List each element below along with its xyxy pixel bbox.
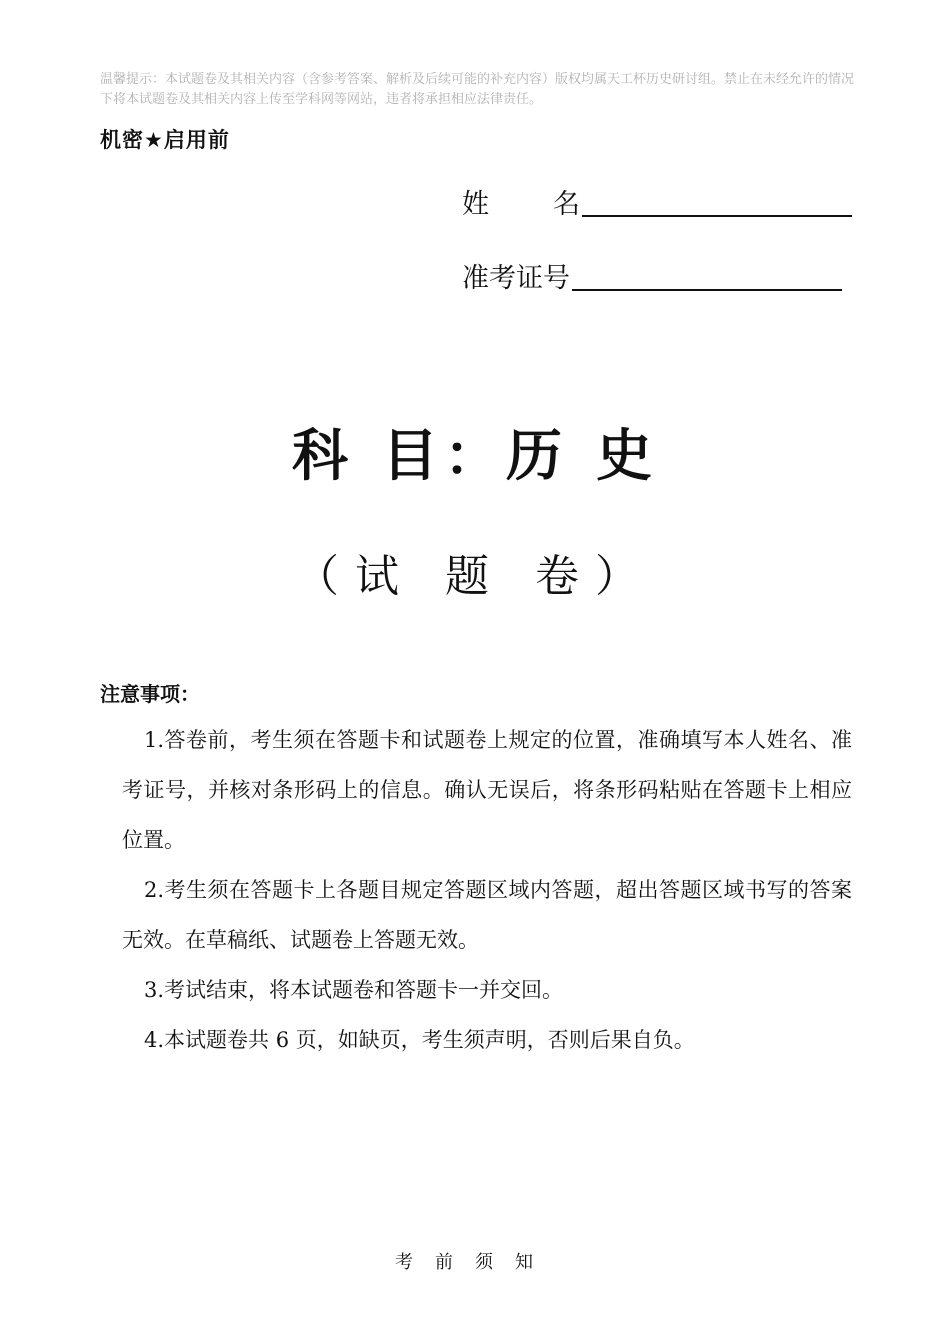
subject-prefix-char-2: 目： — [382, 424, 506, 489]
notes-list — [122, 715, 852, 1065]
paper-type-label: （试 题 卷） — [295, 551, 655, 602]
subject-title — [0, 412, 950, 492]
name-label — [462, 182, 580, 221]
name-label-char-1: 姓 — [462, 189, 489, 220]
notes-title: 注意事项： — [100, 682, 200, 706]
ticket-number-blank-line[interactable] — [572, 267, 842, 291]
confidential-label: 机密★启用前 — [100, 128, 230, 152]
note-item: 3.考试结束，将本试题卷和答题卡一并交回。 — [144, 978, 564, 1002]
note-item: 2.考生须在答题卡上各题目规定答题区域内答题，超出答题区域书写的答案无效。在草稿纸、试题卷上答题无效。 — [122, 878, 852, 952]
note-item: 4.本试题卷共 6 页，如缺页，考生须声明，否则后果自负。 — [144, 1028, 695, 1052]
name-field[interactable] — [462, 182, 852, 221]
page-footer: 考前须知 — [395, 1252, 555, 1273]
copyright-notice: 温馨提示：本试题卷及其相关内容（含参考答案、解析及后续可能的补充内容）版权均属天工杯历史研讨组。禁止在未经允许的情况下将本试题卷及其相关内容上传至学科网等网站，违者将承担相应法律责任。 — [100, 72, 855, 107]
ticket-number-label: 准考证号 — [462, 263, 570, 294]
name-blank-line[interactable] — [582, 193, 852, 217]
subject-prefix-char-1: 科 — [292, 424, 354, 489]
name-label-char-2: 名 — [553, 189, 580, 220]
note-item: 1.答卷前，考生须在答题卡和试题卷上规定的位置，准确填写本人姓名、准考证号，并核对条形码上的信息。确认无误后，将条形码粘贴在答题卡上相应位置。 — [122, 728, 852, 852]
subject-name-char-2: 史 — [596, 424, 658, 489]
subject-name-char-1: 历 — [506, 424, 568, 489]
ticket-number-field[interactable] — [462, 256, 842, 295]
